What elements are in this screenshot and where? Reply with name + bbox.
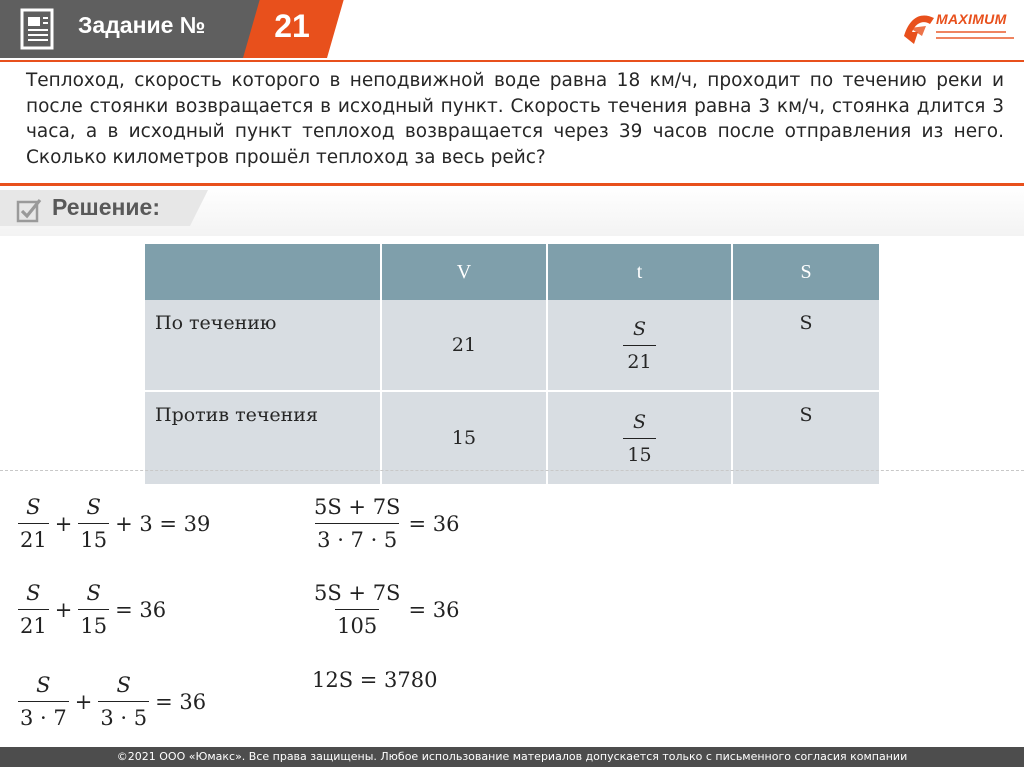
equation-rest: + 3 = 39	[115, 511, 211, 536]
row-label: По течению	[145, 300, 381, 391]
logo-tagline	[936, 29, 1020, 46]
fraction-denominator: 15	[78, 609, 109, 639]
equation-5	[310, 580, 463, 639]
header-accent-line	[0, 60, 1024, 62]
table-header-t: t	[547, 244, 732, 300]
table-header-row	[145, 244, 879, 300]
plus-sign: +	[74, 689, 93, 714]
header-bar	[0, 0, 1024, 62]
fraction-denominator: 3 · 5	[98, 701, 149, 731]
time-numerator: S	[632, 317, 647, 340]
equation-4	[310, 494, 463, 553]
equation-rest: = 36	[115, 597, 167, 622]
table-row	[145, 300, 879, 391]
fraction-numerator: S	[86, 581, 101, 605]
footer-bar	[0, 747, 1024, 767]
equation-rest: = 36	[408, 597, 460, 622]
time-denominator: 21	[623, 345, 655, 376]
check-icon	[16, 197, 42, 223]
task-title: Задание №	[78, 12, 206, 38]
equation-2	[16, 580, 170, 639]
equation-1	[16, 494, 214, 553]
time-denominator: 15	[623, 438, 655, 469]
fraction-numerator: 5S + 7S	[314, 581, 401, 605]
equation-rest: = 36	[408, 511, 460, 536]
fraction-numerator: 5S + 7S	[314, 495, 401, 519]
fraction-numerator: S	[26, 581, 41, 605]
motion-table	[145, 244, 879, 484]
dashed-divider	[0, 470, 1024, 471]
fraction-numerator: S	[36, 673, 51, 697]
table-header-v: V	[381, 244, 547, 300]
row-label: Против течения	[145, 391, 381, 484]
speed-cell: 15	[381, 391, 547, 484]
task-number: 21	[274, 8, 310, 44]
table-header-empty	[145, 244, 381, 300]
plus-sign: +	[54, 597, 73, 622]
distance-cell: S	[732, 391, 879, 484]
fraction-denominator: 105	[335, 609, 379, 639]
fraction-denominator: 21	[18, 523, 49, 553]
time-numerator: S	[632, 410, 647, 433]
equation-3	[16, 672, 210, 731]
fraction-numerator: S	[116, 673, 131, 697]
fraction-denominator: 3 · 7 · 5	[315, 523, 399, 553]
document-icon	[18, 8, 58, 50]
fraction-denominator: 21	[18, 609, 49, 639]
table-header-s: S	[732, 244, 879, 300]
fraction-numerator: S	[86, 495, 101, 519]
fraction-numerator: S	[26, 495, 41, 519]
distance-cell: S	[732, 300, 879, 391]
solution-ribbon-edge	[190, 190, 208, 226]
logo-text: MAXIMUM	[936, 11, 1007, 27]
fraction-denominator: 3 · 7	[18, 701, 69, 731]
problem-text: Теплоход, скорость которого в неподвижной воде равна 18 км/ч, проходит по течению реки и после стоянки возвращается в исходный пункт. Скорость течения равна 3 км/ч, стоянка длится 3 часа, а в исходный пункт теплоход возвращается через 39 часов после отправления из него. Сколько километров прошёл теплоход за весь рейс?	[26, 70, 1004, 168]
equation-6: 12S = 3780	[312, 668, 438, 692]
fraction-denominator: 15	[78, 523, 109, 553]
plus-sign: +	[54, 511, 73, 536]
solution-title: Решение:	[52, 194, 161, 220]
speed-cell: 21	[381, 300, 547, 391]
copyright-text: ©2021 ООО «Юмакс». Все права защищены. Любое использование материалов допускается только с письменного согласия компании	[116, 750, 908, 763]
equation-rest: = 36	[155, 689, 207, 714]
time-cell	[547, 300, 732, 391]
